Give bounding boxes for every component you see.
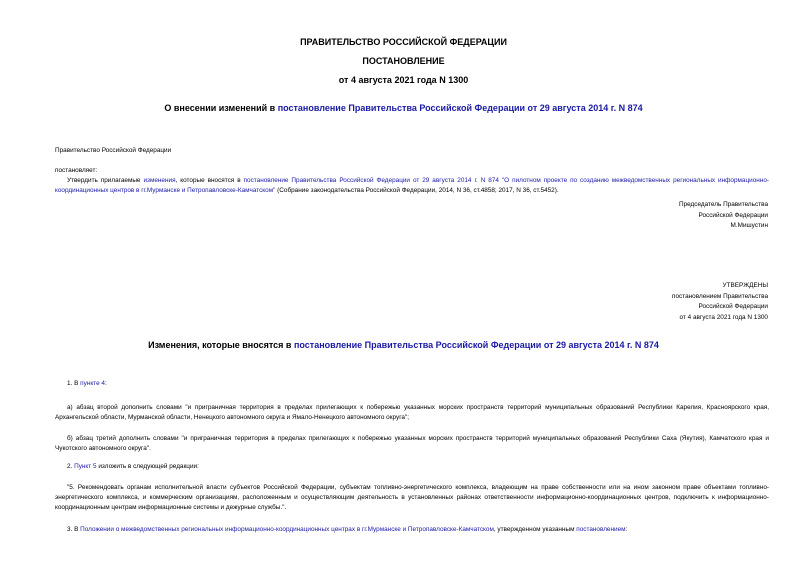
document-date-number: от 4 августа 2021 года N 1300 [338, 75, 469, 85]
preamble-decrees: постановляет: [55, 167, 98, 174]
changes-link[interactable]: изменения [143, 177, 176, 184]
signature-name: М.Мишустин [730, 222, 768, 229]
approval-decree: постановлением Правительства [672, 292, 768, 300]
decree-text-1: Утвердить прилагаемые [67, 177, 144, 184]
item-1 [67, 379, 107, 389]
item-2-suffix: изложить в следующей редакции: [96, 463, 199, 470]
approval-date: от 4 августа 2021 года N 1300 [679, 313, 768, 321]
item-1-suffix: : [104, 380, 107, 387]
item-3-link-regulation[interactable]: Положении о межведомственных региональных информационно-координационных центрах в гг.Мурманске и Петропавловске-Камчатском [80, 526, 494, 533]
title-link-decree-874[interactable]: постановление Правительства Российской Федерации от 29 августа 2014 г. N 874 [277, 103, 643, 113]
decree-text-2: , которые вносятся в [175, 177, 244, 184]
document-title [0, 103, 807, 113]
signature-position: Председатель Правительства [679, 201, 768, 208]
item-1-prefix: 1. В [67, 380, 81, 387]
changes-title [0, 340, 807, 350]
decree-paragraph [55, 176, 769, 196]
item-3-prefix: 3. В [67, 526, 81, 533]
item-2-prefix: 2. [67, 463, 75, 470]
item-3 [67, 525, 767, 535]
approval-org: Российской Федерации [698, 303, 768, 310]
item-3-link-decree[interactable]: постановлением [576, 526, 626, 533]
approval-block [560, 281, 768, 323]
item-3-suffix: : [625, 526, 628, 533]
title-prefix: О внесении изменений в [164, 103, 278, 113]
item-2-link-point-5[interactable]: Пункт 5 [74, 463, 97, 470]
document-type: ПОСТАНОВЛЕНИЕ [362, 56, 445, 66]
signature-org: Российской Федерации [698, 211, 768, 219]
decree-874-link[interactable]: постановление Правительства Российской Федерации от 29 августа 2014 г. N 874 "О пилотном проекте по созданию межведомственных региональных информационно-координационных центров в гг.Мурманске и Петропавловске-Камчатском" [55, 177, 769, 195]
government-heading: ПРАВИТЕЛЬСТВО РОССИЙСКОЙ ФЕДЕРАЦИИ [300, 37, 507, 47]
changes-title-link[interactable]: постановление Правительства Российской Федерации от 29 августа 2014 г. N 874 [293, 340, 659, 350]
item-1b: б) абзац третий дополнить словами "и приграничная территория в пределах прилегающих к побережью указанных морских пространств территорий муниципальных образований Республики Саха (Якутия), Камчатского края и Чукотского автономного округа". [55, 435, 769, 453]
item-1-link-point-4[interactable]: пункте 4 [80, 380, 105, 387]
item-3-mid: , утвержденном указанным [493, 526, 577, 533]
changes-title-prefix: Изменения, которые вносятся в [148, 340, 294, 350]
preamble-government: Правительство Российской Федерации [55, 147, 172, 154]
item-2 [67, 462, 199, 472]
approval-label: УТВЕРЖДЕНЫ [722, 282, 768, 289]
item-1a: а) абзац второй дополнить словами "и приграничная территория в пределах прилегающих к побережью указанных морских пространств территорий муниципальных образований Республики Карелия, Красноярского края, Архангельской области, Мурманской области, Ненецкого автономного округа и Ямало-Ненецкого автономного округа"; [55, 404, 769, 422]
item-2-quote: "5. Рекомендовать органам исполнительной власти субъектов Российской Федерации, субъектам топливно-энергетического комплекса, владеющим на праве собственности или на ином законном праве объектами топливно-энергетического комплекса, и коммерческим организациям, расположенным и осуществляющим деятельность в установленных районах ответственности информационно-координационных центров, подключить к информационно-координационным центрам информационные системы и дежурные службы.". [55, 484, 769, 512]
decree-text-3: (Собрание законодательства Российской Федерации, 2014, N 36, ст.4858; 2017, N 36, ст.5452). [275, 187, 559, 195]
signature-block [560, 200, 768, 232]
